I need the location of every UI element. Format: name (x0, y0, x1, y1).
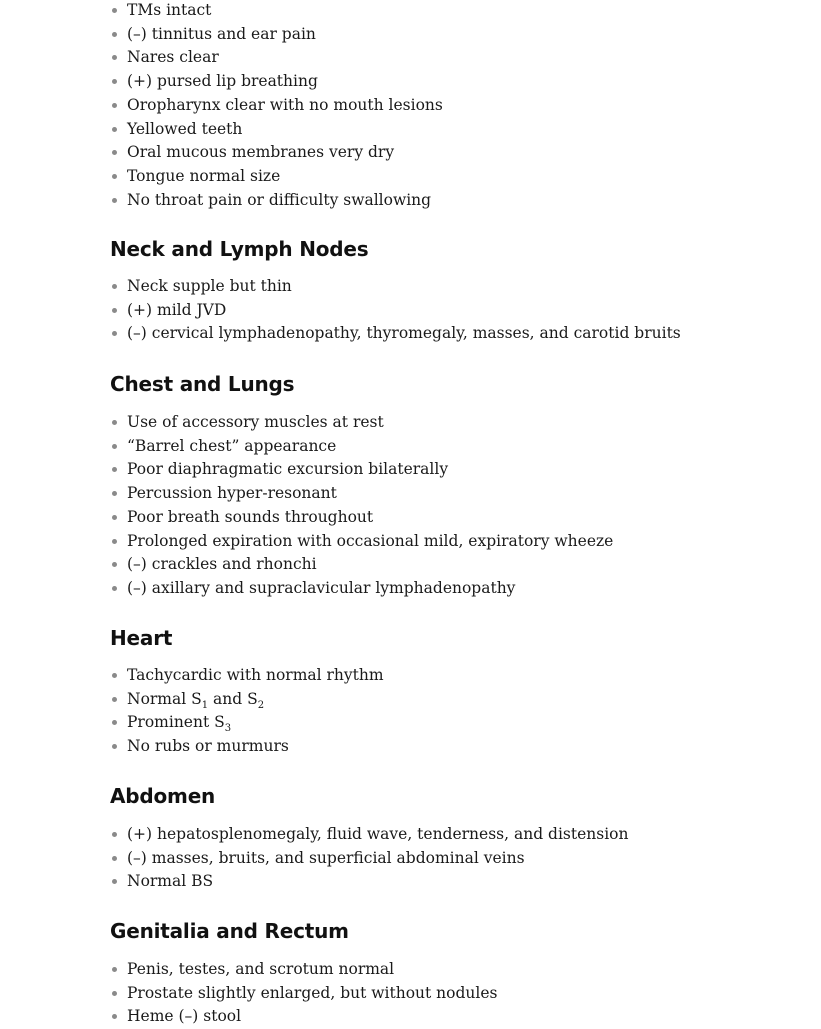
list-item: No rubs or murmurs (110, 735, 384, 759)
genitalia-heading: Genitalia and Rectum (110, 919, 349, 943)
heart-sound-text: and S (208, 689, 258, 708)
list-item: TMs intact (110, 0, 443, 23)
list-item: Heme (–) stool (110, 1005, 497, 1029)
abdomen-findings-list (110, 823, 629, 894)
neck-heading: Neck and Lymph Nodes (110, 237, 369, 261)
list-item: (–) crackles and rhonchi (110, 553, 613, 577)
list-item: (–) axillary and supraclavicular lymphadenopathy (110, 577, 613, 601)
list-item (110, 688, 384, 712)
abdomen-heading: Abdomen (110, 784, 216, 808)
subscript: 2 (257, 699, 265, 711)
list-item: Tachycardic with normal rhythm (110, 664, 384, 688)
list-item: Oral mucous membranes very dry (110, 141, 443, 165)
chest-heading: Chest and Lungs (110, 372, 295, 396)
list-item: Poor breath sounds throughout (110, 506, 613, 530)
neck-findings-list (110, 275, 681, 346)
list-item: No throat pain or difficulty swallowing (110, 189, 443, 213)
list-item: Penis, testes, and scrotum normal (110, 958, 497, 982)
list-item: (+) pursed lip breathing (110, 70, 443, 94)
list-item: (–) cervical lymphadenopathy, thyromegaly, masses, and carotid bruits (110, 322, 681, 346)
list-item: Nares clear (110, 46, 443, 70)
list-item: (–) tinnitus and ear pain (110, 23, 443, 47)
list-item (110, 711, 384, 735)
list-item: Normal BS (110, 870, 629, 894)
ent-findings-list (110, 0, 443, 212)
list-item: Neck supple but thin (110, 275, 681, 299)
list-item: Yellowed teeth (110, 118, 443, 142)
list-item: Poor diaphragmatic excursion bilaterally (110, 458, 613, 482)
chest-findings-list (110, 411, 613, 601)
list-item: (–) masses, bruits, and superficial abdominal veins (110, 847, 629, 871)
list-item: Tongue normal size (110, 165, 443, 189)
list-item: Use of accessory muscles at rest (110, 411, 613, 435)
list-item: (+) mild JVD (110, 299, 681, 323)
list-item: Oropharynx clear with no mouth lesions (110, 94, 443, 118)
list-item: (+) hepatosplenomegaly, fluid wave, tenderness, and distension (110, 823, 629, 847)
heart-sound-text: Prominent S (127, 713, 225, 732)
heart-findings-list (110, 664, 384, 759)
list-item: Prolonged expiration with occasional mild, expiratory wheeze (110, 530, 613, 554)
heart-heading: Heart (110, 626, 173, 650)
list-item: Percussion hyper-resonant (110, 482, 613, 506)
genitalia-findings-list (110, 958, 497, 1029)
subscript: 3 (224, 723, 232, 735)
heart-sound-text: Normal S (127, 689, 202, 708)
list-item: “Barrel chest” appearance (110, 435, 613, 459)
list-item: Prostate slightly enlarged, but without nodules (110, 982, 497, 1006)
subscript: 1 (201, 699, 209, 711)
